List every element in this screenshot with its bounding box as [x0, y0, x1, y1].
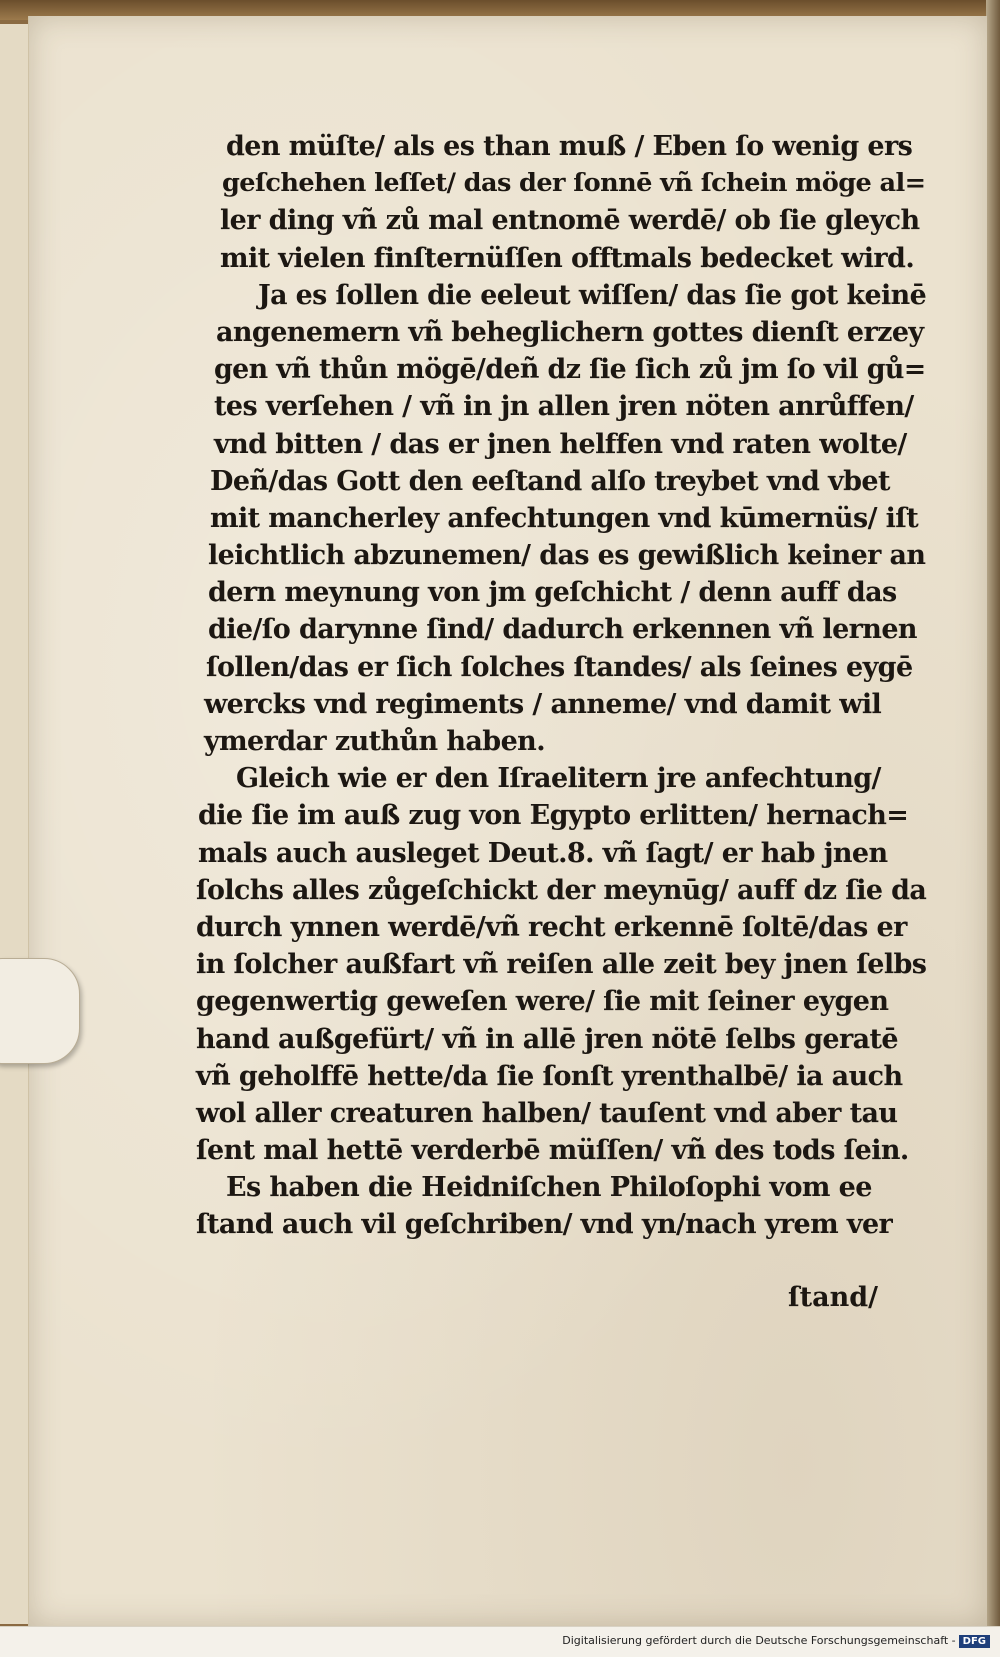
text-line: ſtand auch vil geſchriben/ vnd yn/nach yrem ver	[196, 1209, 893, 1241]
text-line: ſolchs alles zůgeſchickt der meynūg/ auff dz ſie da	[196, 874, 927, 906]
text-line: geſchehen leſſet/ das der ſonnē vñ ſchein möge al=	[222, 168, 926, 199]
text-line: angenemern vñ beheglichern gottes dienſt erzey	[216, 316, 924, 348]
digitization-credit	[562, 1634, 990, 1648]
paper-bookmark-tab	[0, 958, 80, 1064]
text-line: Es haben die Heidniſchen Philoſophi vom ee	[226, 1172, 872, 1204]
text-line: durch ynnen werdē/vñ recht erkennē ſoltē/das er	[196, 911, 907, 943]
text-line: hand außgefürt/ vñ in allē jren nötē ſelbs geratē	[196, 1023, 898, 1055]
text-line: Ja es ſollen die eeleut wiſſen/ das ſie got keinē	[258, 279, 927, 311]
text-line: Gleich wie er den Iſraelitern jre anfechtung/	[236, 763, 881, 795]
text-line: leichtlich abzunemen/ das es gewißlich keiner an	[208, 540, 926, 572]
text-line: den müſte/ als es than muß / Eben ſo wenig ers	[226, 131, 913, 162]
text-line: mit vielen finſternüſſen offtmals bedecket wird.	[220, 242, 915, 274]
text-line: wercks vnd regiments / anneme/ vnd damit wil	[204, 688, 882, 720]
text-line: ler ding vñ zů mal entnomē werdē/ ob ſie gleych	[220, 205, 920, 237]
text-line: mals auch ausleget Deut.8. vñ ſagt/ er hab jnen	[198, 837, 888, 869]
text-line: vnd bitten / das er jnen helffen vnd raten wolte/	[214, 428, 907, 460]
credit-text: Digitalisierung gefördert durch die Deutsche Forschungsgemeinschaft -	[562, 1634, 956, 1647]
text-line: ſollen/das er ſich ſolches ſtandes/ als ſeines eygē	[206, 651, 913, 683]
text-line: gegenwertig geweſen were/ ſie mit ſeiner eygen	[196, 986, 889, 1018]
text-line: dern meynung von jm geſchicht / denn auff das	[208, 577, 897, 609]
backdrop-right-edge	[986, 0, 1000, 1656]
dfg-logo-icon: DFG	[959, 1635, 990, 1648]
text-line: ſent mal hettē verderbē müſſen/ vñ des tods ſein.	[196, 1135, 909, 1167]
text-line: die/ſo darynne ſind/ dadurch erkennen vñ lernen	[208, 614, 917, 646]
text-line: wol aller creaturen halben/ tauſent vnd aber tau	[196, 1097, 898, 1129]
text-line: tes verſehen / vñ in jn allen jren nöten anrůffen/	[214, 391, 914, 423]
text-line: Deñ/das Gott den eeſtand alſo treybet vnd vbet	[210, 465, 890, 497]
catchword: ſtand/	[788, 1282, 878, 1313]
text-line: gen vñ thůn mögē/deñ dz ſie ſich zů jm ſo vil gů=	[214, 354, 926, 386]
text-line: ymerdar zuthůn haben.	[204, 726, 545, 757]
text-line: vñ geholffē hette/da ſie ſonſt yrenthalbē/ ia auch	[196, 1060, 903, 1092]
text-line: mit mancherley anfechtungen vnd kūmernüs/ iſt	[210, 502, 919, 534]
page-text-block	[196, 128, 926, 1244]
text-line: die ſie im auß zug von Egypto erlitten/ hernach=	[198, 800, 909, 832]
text-line: in ſolcher außfart vñ reiſen alle zeit bey jnen ſelbs	[196, 949, 927, 981]
